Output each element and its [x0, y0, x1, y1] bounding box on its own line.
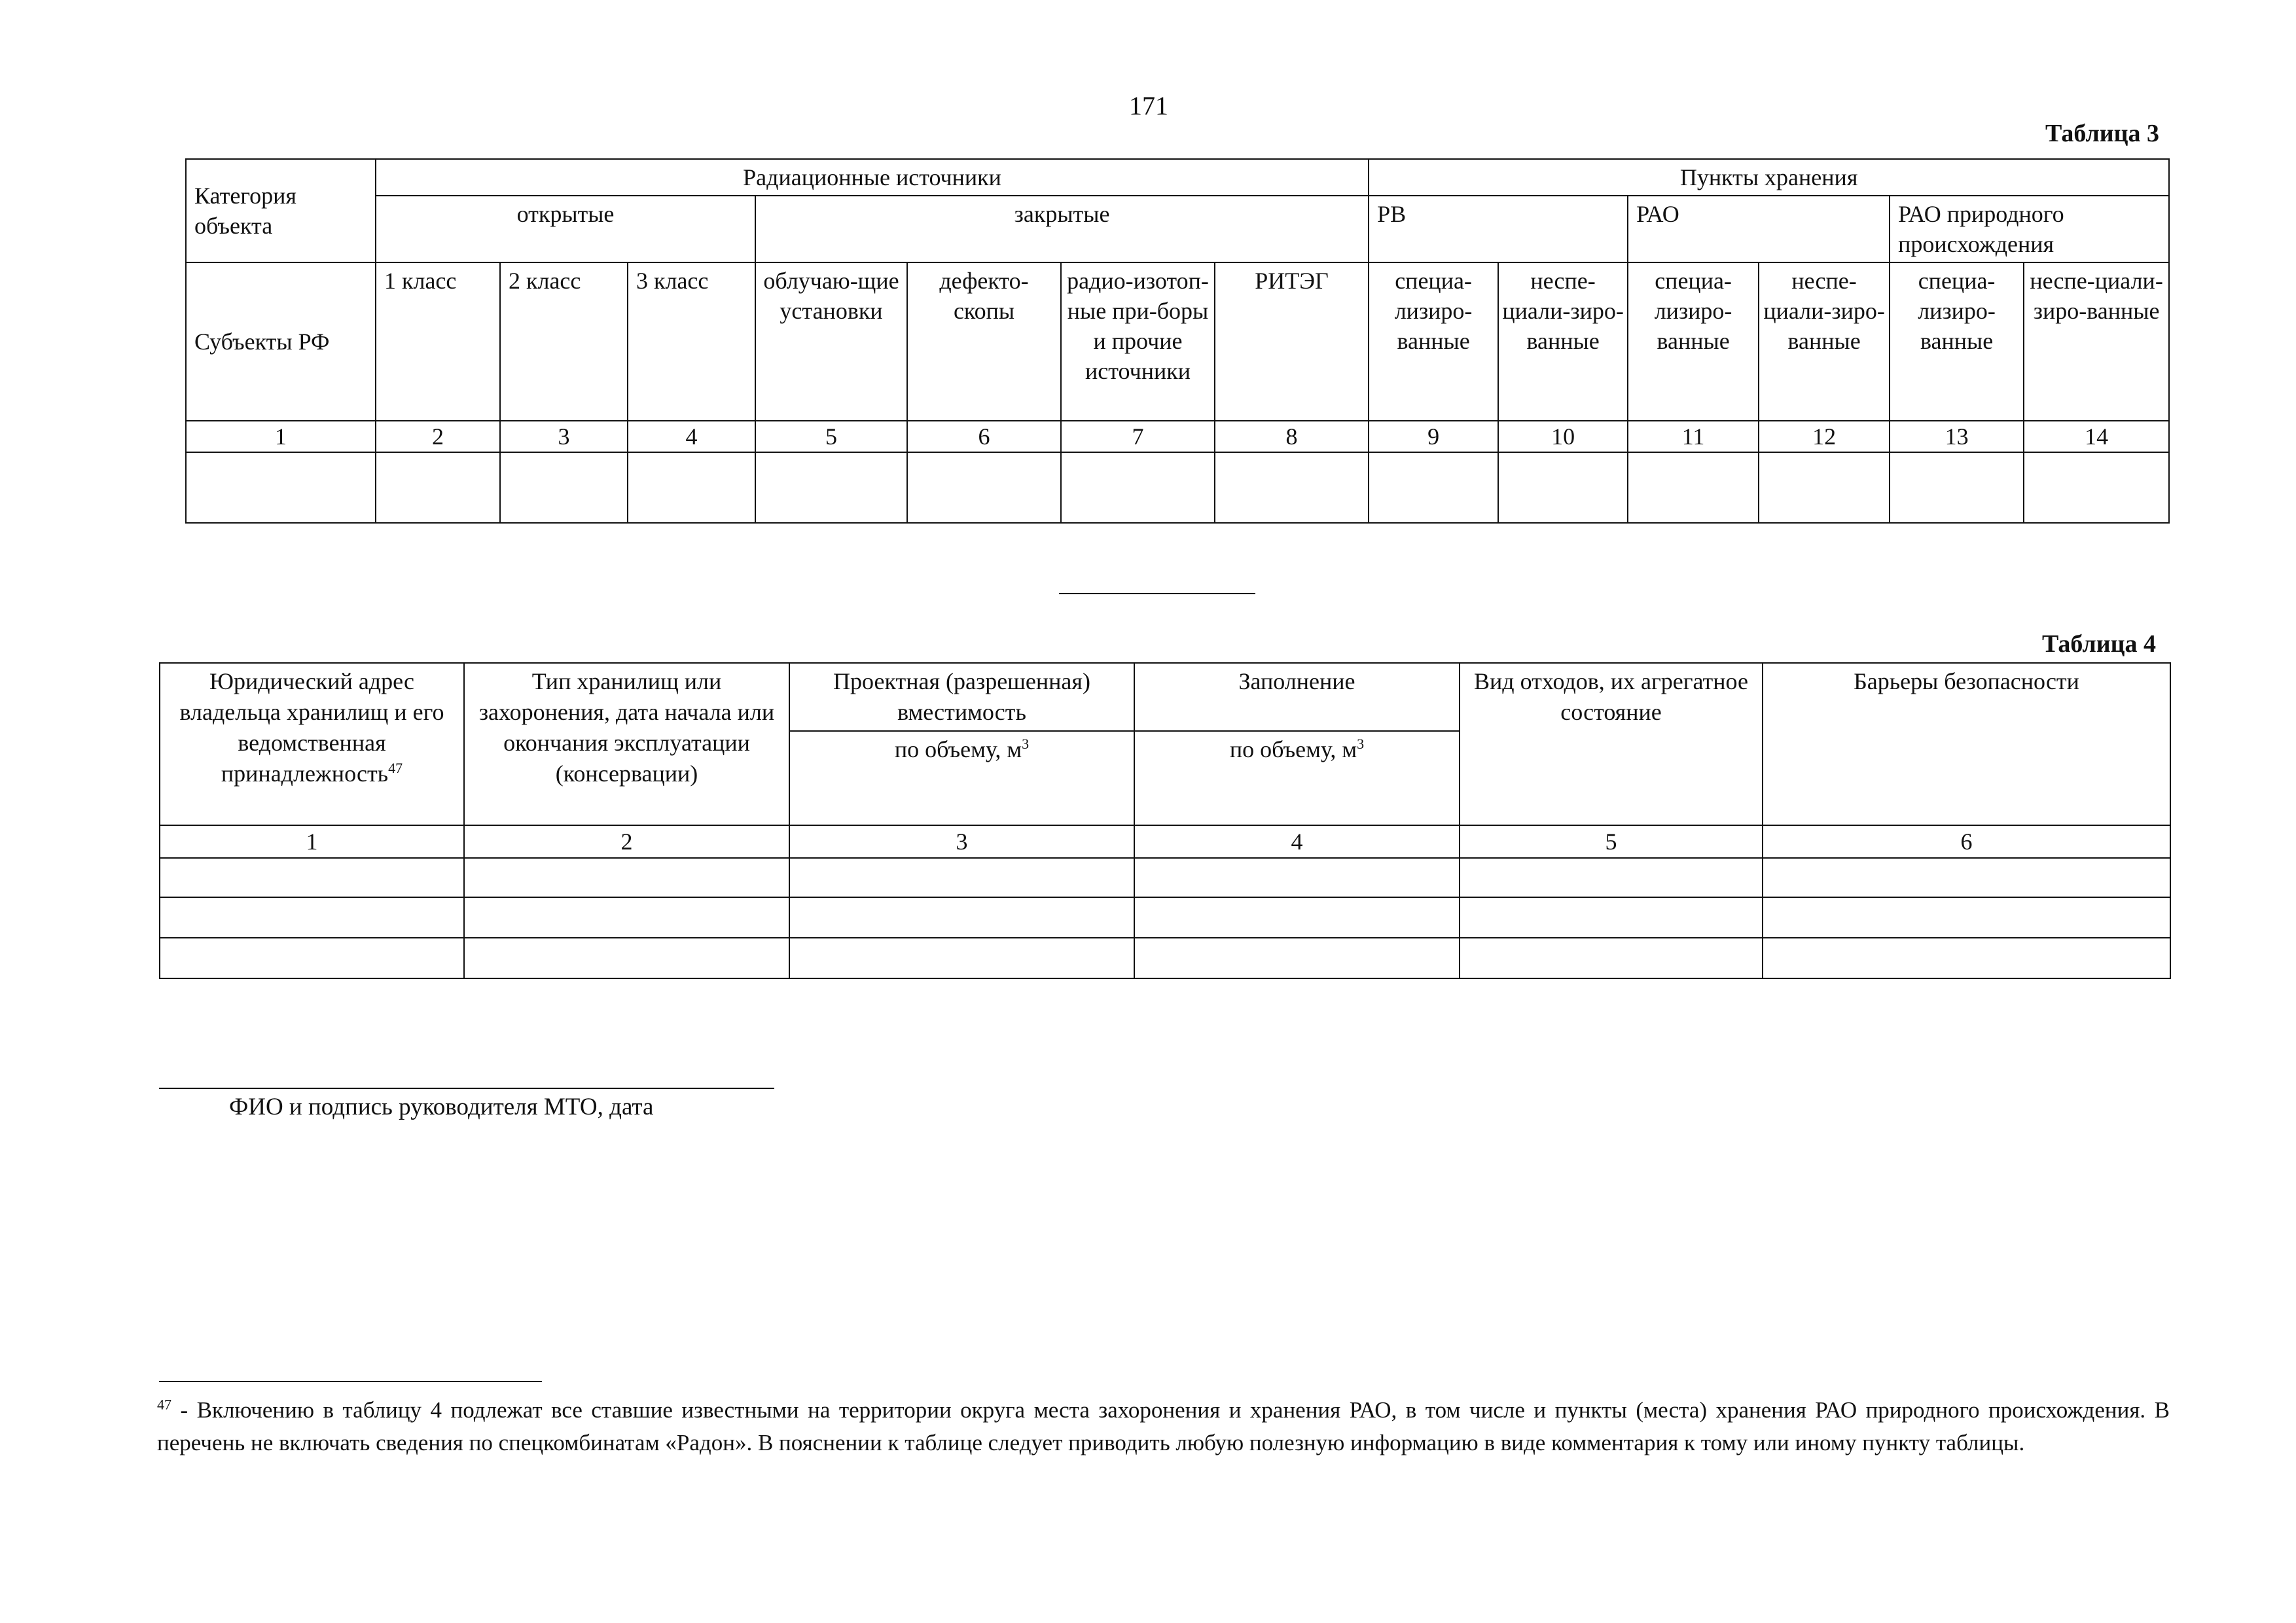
column-number: 3	[789, 825, 1134, 858]
header-safety-barriers: Барьеры безопасности	[1763, 663, 2170, 825]
header-natural-nonspecialized: неспе-циали-зиро-ванные	[2024, 262, 2169, 421]
table-3	[185, 158, 2170, 524]
table-cell-empty	[1134, 858, 1460, 897]
column-number: 14	[2024, 421, 2169, 452]
header-rao-specialized: специа-лизиро-ванные	[1628, 262, 1759, 421]
volume-unit-exponent: 3	[1022, 736, 1030, 752]
column-number: 5	[1460, 825, 1763, 858]
table-cell-empty	[464, 858, 789, 897]
header-category-object: Категория объекта	[186, 159, 376, 262]
header-closed: закрытые	[755, 196, 1369, 262]
header-waste-type: Вид отходов, их агрегатное состояние	[1460, 663, 1763, 825]
column-number: 8	[1215, 421, 1369, 452]
table-cell-empty	[1460, 897, 1763, 938]
header-rao: РАО	[1628, 196, 1890, 262]
separator-line	[1059, 593, 1255, 594]
table-cell-empty	[464, 897, 789, 938]
column-number: 6	[1763, 825, 2170, 858]
header-by-volume-capacity: по объему, $м^3$	[789, 731, 1134, 825]
table-cell-empty	[464, 938, 789, 978]
table-cell-empty	[1369, 452, 1498, 523]
table-cell-empty	[1215, 452, 1369, 523]
column-number: 12	[1759, 421, 1890, 452]
column-number: 2	[464, 825, 789, 858]
column-number: 7	[1061, 421, 1215, 452]
table-cell-empty	[160, 858, 464, 897]
header-subjects-rf: Субъекты РФ	[186, 262, 376, 421]
header-rao-nonspecialized: неспе-циали-зиро-ванные	[1759, 262, 1890, 421]
table-cell-empty	[160, 938, 464, 978]
header-class-3: 3 класс	[628, 262, 755, 421]
footnote-mark: 47	[157, 1396, 171, 1413]
column-number: 2	[376, 421, 500, 452]
header-rao-natural: РАО природного происхождения	[1890, 196, 2169, 262]
header-ritag: РИТЭГ	[1215, 262, 1369, 421]
table-cell-empty	[1460, 858, 1763, 897]
column-number: 1	[160, 825, 464, 858]
table-cell-empty	[789, 858, 1134, 897]
column-number: 9	[1369, 421, 1498, 452]
column-number: 4	[1134, 825, 1460, 858]
column-number: 1	[186, 421, 376, 452]
column-number: 6	[907, 421, 1061, 452]
footnote-text: - Включению в таблицу 4 подлежат все ставшие известными на территории округа места захоронения и хранения РАО, в том числе и пункты (места) хранения РАО природного происхождения. В перечень не включать сведения по спецкомбинатам «Радон». В пояснении к таблице следует приводить любую полезную информацию в виде комментария к тому или иному пункту таблицы.	[157, 1397, 2170, 1455]
signature-line	[159, 1088, 774, 1089]
table-cell-empty	[907, 452, 1061, 523]
header-rv: РВ	[1369, 196, 1628, 262]
table-cell-empty	[2024, 452, 2169, 523]
table-cell-empty	[1134, 897, 1460, 938]
table-cell-empty	[1061, 452, 1215, 523]
signature-label: ФИО и подпись руководителя МТО, дата	[229, 1094, 654, 1120]
table-cell-empty	[789, 938, 1134, 978]
table-cell-empty	[789, 897, 1134, 938]
header-radiation-sources: Радиационные источники	[376, 159, 1369, 196]
header-class-2: 2 класс	[500, 262, 628, 421]
header-defectoscopes: дефекто-скопы	[907, 262, 1061, 421]
header-class-1: 1 класс	[376, 262, 500, 421]
header-natural-specialized: специа-лизиро-ванные	[1890, 262, 2024, 421]
table-cell-empty	[376, 452, 500, 523]
table-cell-empty	[1498, 452, 1628, 523]
table-cell-empty	[1628, 452, 1759, 523]
column-number: 13	[1890, 421, 2024, 452]
header-irradiators: облучаю-щие установки	[755, 262, 907, 421]
header-open: открытые	[376, 196, 755, 262]
column-number: 10	[1498, 421, 1628, 452]
column-number: 11	[1628, 421, 1759, 452]
header-rv-specialized: специа-лизиро-ванные	[1369, 262, 1498, 421]
header-storage-type: Тип хранилищ или захоронения, дата начала или окончания эксплуатации (консервации)	[464, 663, 789, 825]
table-cell-empty	[500, 452, 628, 523]
page-number: 171	[1129, 91, 1168, 120]
table-cell-empty	[186, 452, 376, 523]
column-number: 3	[500, 421, 628, 452]
table-cell-empty	[1460, 938, 1763, 978]
table-cell-empty	[1763, 897, 2170, 938]
table-cell-empty	[1134, 938, 1460, 978]
column-number: 5	[755, 421, 907, 452]
table-cell-empty	[755, 452, 907, 523]
table-4-caption: Таблица 4	[2042, 630, 2157, 658]
table-cell-empty	[1890, 452, 2024, 523]
footnote-ref: 47	[388, 760, 403, 776]
footnote-separator	[159, 1381, 542, 1382]
table-cell-empty	[1763, 858, 2170, 897]
volume-unit-exponent: 3	[1357, 736, 1365, 752]
table-3-caption: Таблица 3	[2045, 120, 2160, 147]
footnote	[157, 1394, 2170, 1459]
table-cell-empty	[1763, 938, 2170, 978]
table-cell-empty	[628, 452, 755, 523]
header-storage-points: Пункты хранения	[1369, 159, 2169, 196]
header-by-volume-filling: по объему, $м^3$	[1134, 731, 1460, 825]
table-cell-empty	[1759, 452, 1890, 523]
column-number: 4	[628, 421, 755, 452]
header-design-capacity: Проектная (разрешенная) вместимость	[789, 663, 1134, 731]
table-4	[159, 662, 2171, 979]
table-cell-empty	[160, 897, 464, 938]
header-rv-nonspecialized: неспе-циали-зиро-ванные	[1498, 262, 1628, 421]
header-legal-address: Юридический адрес владельца хранилищ и его ведомственная принадлежность$^{47}$	[160, 663, 464, 825]
header-filling: Заполнение	[1134, 663, 1460, 731]
header-radioisotope-devices: радио-изотоп-ные при-боры и прочие источники	[1061, 262, 1215, 421]
